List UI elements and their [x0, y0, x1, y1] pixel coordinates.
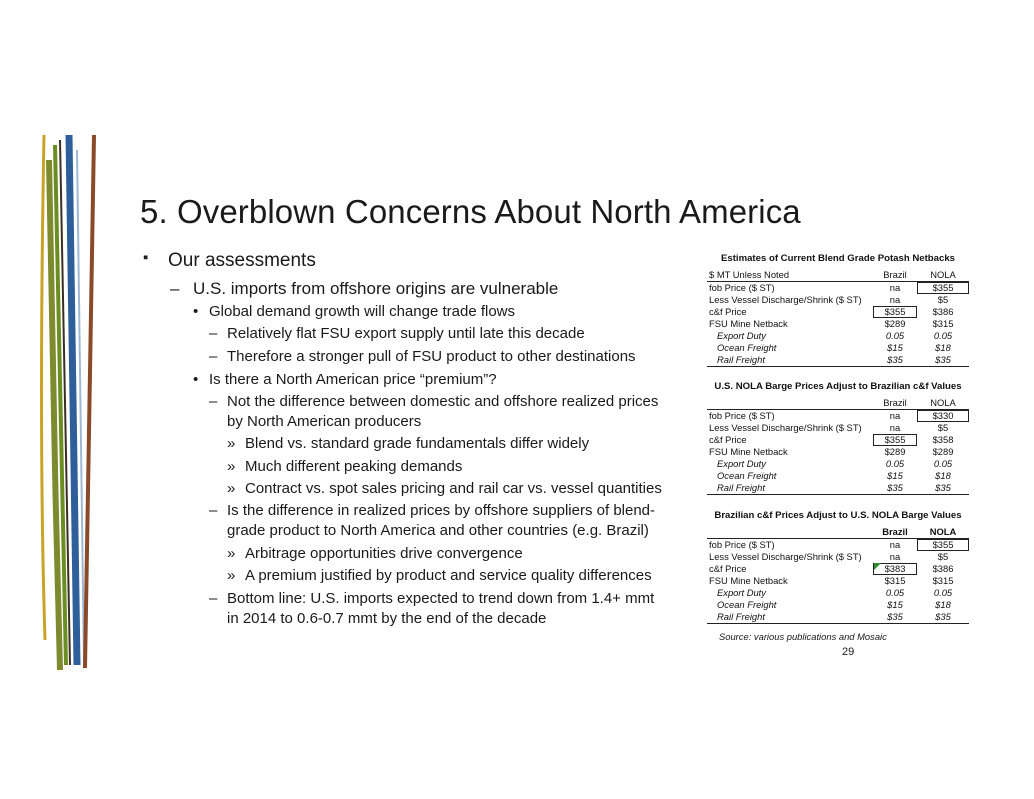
cell: $15: [887, 599, 903, 610]
bullet-l3: Global demand growth will change trade flows: [209, 303, 515, 320]
bullet-l1: Our assessments: [168, 250, 316, 271]
cell: na: [889, 410, 901, 421]
cell: $315: [884, 575, 906, 586]
bullet-l4: Not the difference between domestic and offshore realized prices: [227, 393, 659, 410]
cell: na: [889, 282, 901, 293]
bullet-l4: Bottom line: U.S. imports expected to trend down from 1.4+ mmt: [227, 590, 655, 607]
cell: $355: [917, 539, 969, 552]
bullet-l4: Relatively flat FSU export supply until late this decade: [227, 325, 585, 342]
table-row: [707, 551, 969, 563]
cell: na: [889, 539, 901, 550]
bullet-l5: Much different peaking demands: [245, 458, 463, 475]
header-cell: Brazil: [873, 526, 917, 539]
header-cell: Brazil: [873, 397, 917, 410]
bullet-raquo-icon: »: [227, 567, 236, 584]
row-label: Rail Freight: [707, 354, 873, 367]
table-row: [707, 446, 969, 458]
table-row: [707, 563, 969, 575]
row-label: c&f Price: [709, 434, 747, 445]
row-label: Ocean Freight: [717, 599, 777, 610]
bullet-l4-cont: by North American producers: [227, 413, 422, 430]
bullet-l4: Therefore a stronger pull of FSU product to other destinations: [227, 348, 636, 365]
table-row: [707, 306, 969, 318]
row-label: Ocean Freight: [717, 470, 777, 481]
bullet-dash-icon: –: [209, 325, 218, 342]
table-row: [707, 410, 969, 423]
bullet-dash-icon: –: [170, 279, 180, 298]
row-label: fob Price ($ ST): [709, 410, 775, 421]
cell: $35: [917, 482, 969, 495]
cell: $35: [873, 354, 917, 367]
cell: $289: [884, 446, 906, 457]
cell: $358: [932, 434, 954, 445]
row-label: FSU Mine Netback: [709, 446, 788, 457]
cell: $315: [932, 318, 954, 329]
row-label: Rail Freight: [707, 482, 873, 495]
row-label: Export Duty: [717, 458, 766, 469]
bullet-dash-icon: –: [209, 590, 218, 607]
header-cell: NOLA: [917, 397, 969, 410]
table-row: [707, 458, 969, 470]
table-title: U.S. NOLA Barge Prices Adjust to Brazilian c&f Values: [714, 381, 962, 392]
row-label: fob Price ($ ST): [709, 282, 775, 293]
cell: 0.05: [885, 330, 905, 341]
cell: $355: [873, 306, 917, 318]
cell: $5: [937, 422, 949, 433]
bullet-l5: A premium justified by product and service quality differences: [245, 567, 652, 584]
stripe-blue: [69, 135, 77, 665]
row-label: fob Price ($ ST): [709, 539, 775, 550]
cell: $386: [932, 306, 954, 317]
bullet-raquo-icon: »: [227, 458, 236, 475]
table-row: [707, 482, 969, 495]
row-label: c&f Price: [709, 563, 747, 574]
netbacks-table: [707, 269, 969, 367]
table-header-row: [707, 526, 969, 539]
cell: na: [889, 551, 901, 562]
cell: $15: [887, 342, 903, 353]
bullet-l3: Is there a North American price “premium”?: [209, 371, 497, 388]
table-row: [707, 599, 969, 611]
bullet-dot-icon: •: [193, 371, 199, 388]
row-label: Export Duty: [717, 587, 766, 598]
table-row: [707, 470, 969, 482]
bullet-square-icon: ▪: [143, 249, 149, 266]
bullet-l4-cont: grade product to North America and other countries (e.g. Brazil): [227, 522, 649, 539]
bullet-raquo-icon: »: [227, 480, 236, 497]
cell: $355: [873, 434, 917, 446]
cell: $35: [873, 482, 917, 495]
row-label: FSU Mine Netback: [709, 575, 788, 586]
table-row: [707, 611, 969, 624]
nola-adjust-table-panel: [707, 381, 969, 495]
row-label: Export Duty: [717, 330, 766, 341]
brazil-adjust-table-panel: [707, 510, 969, 624]
slide-title: 5. Overblown Concerns About North America: [140, 193, 801, 230]
table-row: [707, 318, 969, 330]
cell: $289: [884, 318, 906, 329]
row-label: Less Vessel Discharge/Shrink ($ ST): [709, 422, 862, 433]
cell: $35: [873, 611, 917, 624]
bullet-raquo-icon: »: [227, 435, 236, 452]
table-row: [707, 587, 969, 599]
cell: na: [889, 294, 901, 305]
bullet-dash-icon: –: [209, 502, 218, 519]
decorative-stripes: [0, 0, 110, 680]
cell: $18: [935, 342, 951, 353]
nola-adjust-table: [707, 397, 969, 495]
stripe-brown: [85, 135, 94, 668]
header-cell: [707, 397, 873, 410]
bullet-l4-cont: in 2014 to 0.6-0.7 mmt by the end of the decade: [227, 610, 547, 627]
row-label: Ocean Freight: [717, 342, 777, 353]
table-row: [707, 342, 969, 354]
row-label: Rail Freight: [707, 611, 873, 624]
cell: 0.05: [933, 458, 953, 469]
table-row: [707, 282, 969, 295]
header-cell: NOLA: [917, 526, 969, 539]
table-row: [707, 294, 969, 306]
table-header-row: [707, 269, 969, 282]
cell: $5: [937, 551, 949, 562]
cell: 0.05: [885, 458, 905, 469]
table-row: [707, 575, 969, 587]
table-header-row: [707, 397, 969, 410]
cell: $35: [917, 611, 969, 624]
bullet-dot-icon: •: [193, 303, 199, 320]
cell: 0.05: [933, 587, 953, 598]
cell: $386: [932, 563, 954, 574]
row-label: c&f Price: [709, 306, 747, 317]
cell: $330: [917, 410, 969, 423]
cell: 0.05: [885, 587, 905, 598]
table-row: [707, 539, 969, 552]
cell: $355: [917, 282, 969, 295]
bullet-l5: Contract vs. spot sales pricing and rail car vs. vessel quantities: [245, 480, 662, 497]
header-cell: NOLA: [917, 269, 969, 282]
table-row: [707, 330, 969, 342]
cell: 0.05: [933, 330, 953, 341]
cell: $18: [935, 599, 951, 610]
page-number: 29: [842, 646, 855, 658]
header-cell: $ MT Unless Noted: [707, 269, 873, 282]
bullet-l5: Blend vs. standard grade fundamentals differ widely: [245, 435, 590, 452]
table-row: [707, 422, 969, 434]
cell: $15: [887, 470, 903, 481]
cell: $18: [935, 470, 951, 481]
header-cell: [707, 526, 873, 539]
table-title: Estimates of Current Blend Grade Potash Netbacks: [720, 253, 956, 264]
row-label: Less Vessel Discharge/Shrink ($ ST): [709, 551, 862, 562]
source-note: Source: various publications and Mosaic: [719, 631, 887, 642]
cell: $383: [873, 563, 917, 575]
row-label: FSU Mine Netback: [709, 318, 788, 329]
row-label: Less Vessel Discharge/Shrink ($ ST): [709, 294, 862, 305]
cell: $315: [932, 575, 954, 586]
header-cell: Brazil: [873, 269, 917, 282]
bullet-l4: Is the difference in realized prices by offshore suppliers of blend-: [227, 502, 656, 519]
table-row: [707, 434, 969, 446]
bullet-raquo-icon: »: [227, 545, 236, 562]
cell-comment-marker-icon: [874, 563, 881, 570]
bullet-dash-icon: –: [209, 348, 218, 365]
brazil-adjust-table: [707, 526, 969, 624]
cell: $35: [917, 354, 969, 367]
bullet-l5: Arbitrage opportunities drive convergence: [245, 545, 523, 562]
table-title: Brazilian c&f Prices Adjust to U.S. NOLA Barge Values: [714, 510, 962, 521]
cell: $289: [932, 446, 954, 457]
cell: na: [889, 422, 901, 433]
cell: $5: [937, 294, 949, 305]
table-row: [707, 354, 969, 367]
bullet-dash-icon: –: [209, 393, 218, 410]
bullet-l2: U.S. imports from offshore origins are vulnerable: [193, 279, 559, 298]
stripe-gold: [42, 135, 46, 640]
netbacks-table-panel: [707, 253, 969, 367]
